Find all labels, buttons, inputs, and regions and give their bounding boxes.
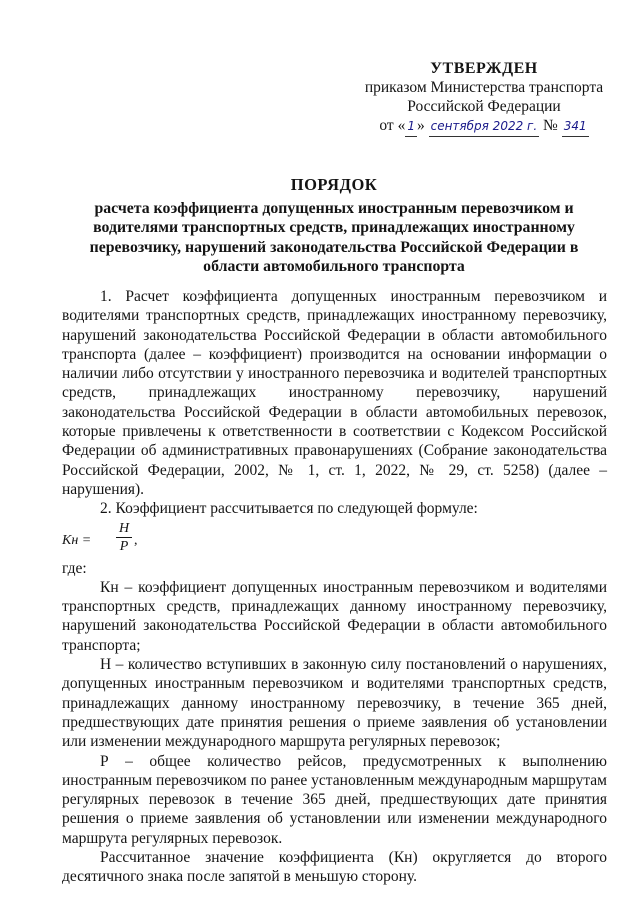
approval-date-line [379, 116, 588, 137]
handwritten-month-year: сентября 2022 г. [429, 117, 540, 137]
formula-numerator: Н [116, 521, 132, 538]
formula-suffix: , [134, 532, 138, 548]
formula-fraction [116, 521, 132, 555]
document-body [62, 287, 607, 887]
paragraph-h: Н – количество вступивших в законную силу постановлений о нарушениях, допущенных иностранным перевозчиком и водителями транспортных средств, принадлежащих данному иностранному перевозчику, в течение 365 дней, предшествующих дате принятия решения о приеме заявления об установлении или изменении международного маршрута регулярных перевозок; [62, 656, 607, 751]
title-subtitle: расчета коэффициента допущенных иностранным перевозчиком и водителями транспортных средств, принадлежащих иностранному перевозчику, нарушений законодательства Российской Федерации в области автомобильного транспорта [89, 199, 579, 275]
document-title [60, 175, 608, 277]
handwritten-day: 1 [405, 117, 417, 137]
approval-title: УТВЕРЖДЕН [430, 60, 538, 77]
formula-denominator: Р [119, 538, 129, 554]
approval-stamp [360, 59, 608, 137]
formula-lhs: Kн = [62, 532, 92, 548]
date-mid: » [416, 117, 425, 134]
number-prefix: № [543, 117, 558, 134]
paragraph-rounding: Рассчитанное значение коэффициента (Кн) округляется до второго десятичного знака после запятой в меньшую сторону. [62, 849, 607, 886]
paragraph-p: Р – общее количество рейсов, предусмотренных к выполнению иностранным перевозчиком по ранее установленным международным маршрутам регулярных перевозок в течение 365 дней, предшествующих дате принятия решения о приеме заявления об установлении или изменении международного маршрута регулярных перевозок. [62, 752, 607, 847]
title-main: ПОРЯДОК [290, 175, 378, 194]
paragraph-1: 1. Расчет коэффициента допущенных иностранным перевозчиком и водителями транспортных средств, принадлежащих иностранному перевозчику, нарушений законодательства Российской Федерации в области автомобильного транспорта (далее – коэффициент) производится на основании информации о наличии либо отсутствии у иностранного перевозчика и водителей транспортных средств, принадлежащих иностранному перевозчику, нарушений законодательства Российской Федерации в области автомобильных перевозок, которые привлечены к ответственности в соответствии с Кодексом Российской Федерации об административных правонарушениях (Собрание законодательства Российской Федерации, 2002, № 1, ст. 1, 2022, № 29, ст. 5258) (далее – нарушения). [62, 288, 607, 498]
handwritten-number: 341 [562, 117, 589, 137]
where-label: где: [62, 559, 87, 577]
paragraph-kn: Кн – коэффициент допущенных иностранным перевозчиком и водителями транспортных средств, принадлежащих данному иностранному перевозчику, нарушений законодательства Российской Федерации в области автомобильного транспорта; [62, 578, 607, 654]
approval-line1: приказом Министерства транспорта [364, 79, 604, 96]
approval-line2: Российской Федерации [407, 98, 561, 115]
date-prefix: от « [379, 117, 406, 134]
formula [62, 521, 607, 559]
paragraph-2: 2. Коэффициент рассчитывается по следующей формуле: [100, 500, 478, 518]
